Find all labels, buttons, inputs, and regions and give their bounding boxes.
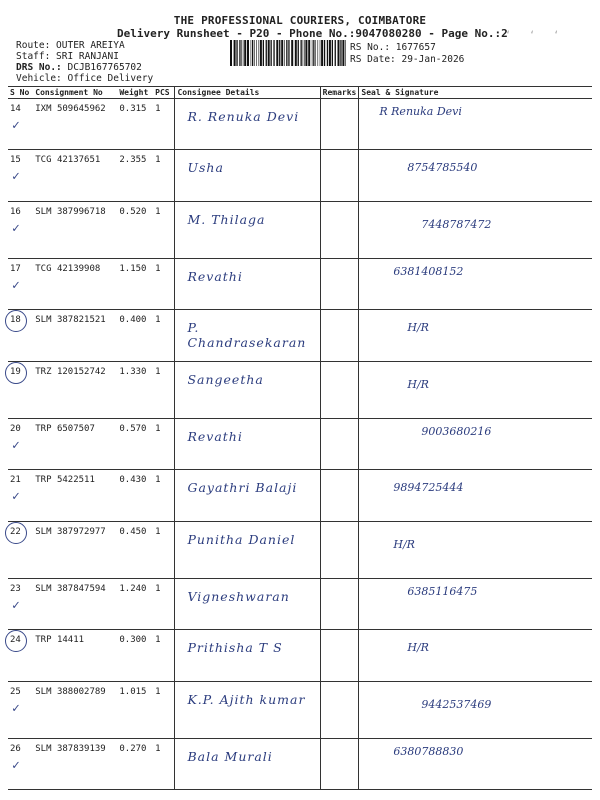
cell-consignee: Bala Murali xyxy=(175,739,320,790)
cell-consignment: IXM 509645962 xyxy=(33,99,117,150)
cell-consignee: Sangeetha xyxy=(175,362,320,419)
col-pcs: PCS xyxy=(153,87,175,99)
cell-remarks xyxy=(320,739,359,790)
cell-pcs: 1 xyxy=(153,150,175,202)
cell-sno: 25 xyxy=(8,682,33,739)
col-weight: Weight xyxy=(117,87,153,99)
cell-weight: 0.450 xyxy=(117,522,153,579)
cell-consignee: M. Thilaga xyxy=(175,202,320,259)
staff-info: Staff: SRI RANJANI xyxy=(16,51,119,62)
cell-consignee: R. Renuka Devi xyxy=(175,99,320,150)
checkmark-icon: ✓ xyxy=(12,701,20,716)
cell-pcs: 1 xyxy=(153,682,175,739)
cell-signature: H/R xyxy=(359,310,592,362)
cell-remarks xyxy=(320,150,359,202)
runsheet-table xyxy=(8,86,592,790)
cell-signature: 8754785540 xyxy=(359,150,592,202)
cell-pcs: 1 xyxy=(153,630,175,682)
cell-remarks xyxy=(320,99,359,150)
col-seal: Seal & Signature xyxy=(359,87,592,99)
cell-consignment: TRP 6507507 xyxy=(33,419,117,470)
route-info: Route: OUTER AREIYA xyxy=(16,40,125,51)
vehicle-info: Vehicle: Office Delivery xyxy=(16,73,154,84)
cell-weight: 2.355 xyxy=(117,150,153,202)
cell-pcs: 1 xyxy=(153,419,175,470)
barcode xyxy=(230,40,348,66)
drs-value: DCJB167765702 xyxy=(67,62,142,73)
circle-mark-icon xyxy=(5,522,27,544)
table-row xyxy=(8,739,592,790)
cell-consignment: SLM 387996718 xyxy=(33,202,117,259)
cell-consignee: Usha xyxy=(175,150,320,202)
cell-weight: 0.270 xyxy=(117,739,153,790)
cell-sno: 23 xyxy=(8,579,33,630)
checkmark-icon: ✓ xyxy=(12,169,20,184)
cell-consignment: SLM 388002789 xyxy=(33,682,117,739)
cell-weight: 1.240 xyxy=(117,579,153,630)
table-row xyxy=(8,259,592,310)
cell-sno: 24 xyxy=(8,630,33,682)
runsheet-subtitle: Delivery Runsheet - P20 - Phone No.:9047080280 - Page No.:2 xyxy=(117,27,508,40)
cell-remarks xyxy=(320,202,359,259)
drs-label: DRS No.: xyxy=(16,62,62,73)
cell-consignee: Revathi xyxy=(175,419,320,470)
cell-remarks xyxy=(320,522,359,579)
cell-sno: 14 xyxy=(8,99,33,150)
cell-consignment: TRP 14411 xyxy=(33,630,117,682)
cell-remarks xyxy=(320,259,359,310)
checkmark-icon: ✓ xyxy=(12,598,20,613)
cell-sno: 19 xyxy=(8,362,33,419)
cell-consignee: Gayathri Balaji xyxy=(175,470,320,522)
cell-signature: 9894725444 xyxy=(359,470,592,522)
table-row xyxy=(8,150,592,202)
cell-sno: 16 xyxy=(8,202,33,259)
cell-consignment: SLM 387821521 xyxy=(33,310,117,362)
cell-sno: 15 xyxy=(8,150,33,202)
checkmark-icon: ✓ xyxy=(12,221,20,236)
cell-consignee: Revathi xyxy=(175,259,320,310)
cell-pcs: 1 xyxy=(153,522,175,579)
col-consignment: Consignment No xyxy=(33,87,117,99)
cell-remarks xyxy=(320,362,359,419)
cell-sno: 26 xyxy=(8,739,33,790)
table-row xyxy=(8,630,592,682)
circle-mark-icon xyxy=(5,630,27,652)
checkmark-icon: ✓ xyxy=(12,758,20,773)
cell-pcs: 1 xyxy=(153,470,175,522)
cell-sno: 21 xyxy=(8,470,33,522)
cell-signature: R Renuka Devi xyxy=(359,99,592,150)
cell-weight: 1.330 xyxy=(117,362,153,419)
cell-signature: H/R xyxy=(359,522,592,579)
cell-signature: 9003680216 xyxy=(359,419,592,470)
cell-signature: H/R xyxy=(359,362,592,419)
table-header-row xyxy=(8,87,592,99)
rs-number: RS No.: 1677657 xyxy=(350,42,436,53)
cell-weight: 0.520 xyxy=(117,202,153,259)
table-row xyxy=(8,99,592,150)
cell-consignee: K.P. Ajith kumar xyxy=(175,682,320,739)
checkmark-icon: ✓ xyxy=(12,438,20,453)
cell-weight: 0.300 xyxy=(117,630,153,682)
cell-consignment: SLM 387972977 xyxy=(33,522,117,579)
cell-signature: H/R xyxy=(359,630,592,682)
table-row xyxy=(8,310,592,362)
cell-remarks xyxy=(320,682,359,739)
table-row xyxy=(8,202,592,259)
cell-sno: 17 xyxy=(8,259,33,310)
cell-pcs: 1 xyxy=(153,99,175,150)
table-row xyxy=(8,682,592,739)
cell-remarks xyxy=(320,470,359,522)
cell-consignment: SLM 387839139 xyxy=(33,739,117,790)
col-consignee: Consignee Details xyxy=(175,87,320,99)
cell-weight: 1.150 xyxy=(117,259,153,310)
cell-remarks xyxy=(320,419,359,470)
col-remarks: Remarks xyxy=(320,87,359,99)
table-row xyxy=(8,579,592,630)
cell-consignee: Punitha Daniel xyxy=(175,522,320,579)
cell-pcs: 1 xyxy=(153,259,175,310)
cell-sno: 20 xyxy=(8,419,33,470)
cell-remarks xyxy=(320,579,359,630)
cell-remarks xyxy=(320,630,359,682)
circle-mark-icon xyxy=(5,310,27,332)
table-row xyxy=(8,470,592,522)
cell-weight: 0.400 xyxy=(117,310,153,362)
cell-pcs: 1 xyxy=(153,310,175,362)
cell-consignment: TRZ 120152742 xyxy=(33,362,117,419)
cell-signature: 6380788830 xyxy=(359,739,592,790)
circle-mark-icon xyxy=(5,362,27,384)
company-title: THE PROFESSIONAL COURIERS, COIMBATORE xyxy=(173,14,427,27)
cell-consignee: Prithisha T S xyxy=(175,630,320,682)
checkmark-icon: ✓ xyxy=(12,278,20,293)
cell-pcs: 1 xyxy=(153,579,175,630)
cell-consignment: TRP 5422511 xyxy=(33,470,117,522)
pen-scribble: ‘ ‘ ‘ xyxy=(505,30,566,41)
cell-remarks xyxy=(320,310,359,362)
cell-weight: 0.315 xyxy=(117,99,153,150)
table-row xyxy=(8,419,592,470)
cell-consignment: TCG 42139908 xyxy=(33,259,117,310)
cell-pcs: 1 xyxy=(153,202,175,259)
cell-signature: 9442537469 xyxy=(359,682,592,739)
table-row xyxy=(8,362,592,419)
checkmark-icon: ✓ xyxy=(12,489,20,504)
table-row xyxy=(8,522,592,579)
cell-weight: 1.015 xyxy=(117,682,153,739)
cell-weight: 0.570 xyxy=(117,419,153,470)
cell-signature: 6381408152 xyxy=(359,259,592,310)
col-sno: S No xyxy=(8,87,33,99)
cell-consignee: Vigneshwaran xyxy=(175,579,320,630)
cell-weight: 0.430 xyxy=(117,470,153,522)
cell-signature: 6385116475 xyxy=(359,579,592,630)
drs-info xyxy=(16,62,142,73)
cell-pcs: 1 xyxy=(153,739,175,790)
cell-sno: 18 xyxy=(8,310,33,362)
cell-consignee: P. Chandrasekaran xyxy=(175,310,320,362)
cell-pcs: 1 xyxy=(153,362,175,419)
cell-sno: 22 xyxy=(8,522,33,579)
cell-signature: 7448787472 xyxy=(359,202,592,259)
rs-date: RS Date: 29-Jan-2026 xyxy=(350,54,465,65)
checkmark-icon: ✓ xyxy=(12,118,20,133)
cell-consignment: SLM 387847594 xyxy=(33,579,117,630)
cell-consignment: TCG 42137651 xyxy=(33,150,117,202)
